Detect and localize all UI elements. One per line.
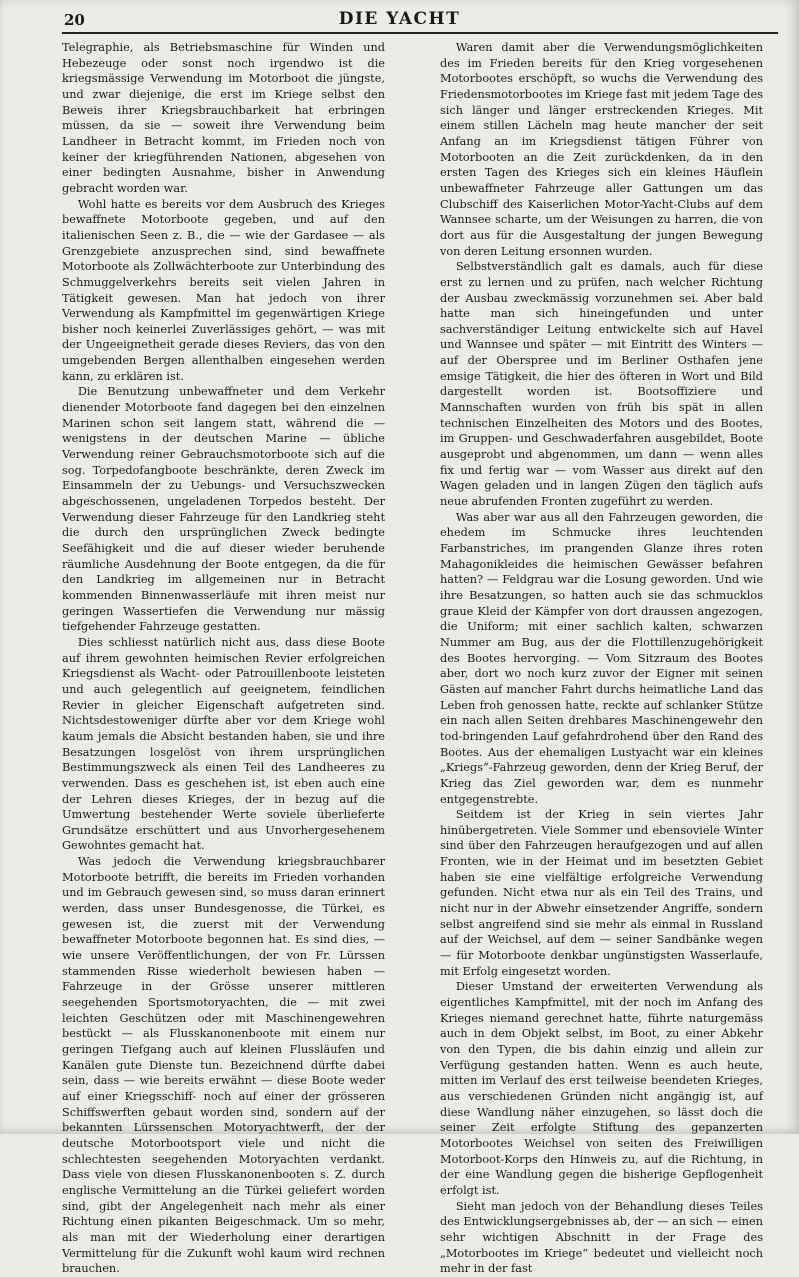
paragraph: Selbstverständlich galt es damals, auch für diese erst zu lernen und zu prüfen, nach welcher Richtung der Ausbau zweckmässig vorzunehmen sei. Aber bald hatte man sich hineingefunden und unter sachverständiger Leitung entwickelte sich auf Havel und Wannsee und später — mit Eintritt des Winters — auf der Oberspree und im Berliner Osthafen jene emsige Tätigkeit, die hier des öfteren in Wort und Bild dargestellt worden ist. Bootsoffiziere und Mannschaften wurden von früh bis spät in allen technischen Einzelheiten des Motors und des Bootes, im Gruppen- und Geschwaderfahren ausgebildet, Boote ausgeprobt und abgenommen, um dann — wenn alles fix und fertig war — vom Wasser aus direkt auf den Wagen geladen und in langen Zügen den täglich aufs neue abrufenden Fronten zugeführt zu werden. — [440, 260, 763, 509]
paragraph: Telegraphie, als Betriebsmaschine für Winden und Hebezeuge oder sonst noch irgendwo ist die kriegsmässige Verwendung im Motorboot die jüngste, und zwar diejenige, die erst im Kriege selbst den Beweis ihrer Kriegsbrauchbarkeit hat erbringen müssen, da sie — soweit ihre Verwendung beim Landheer in Betracht kommt, im Frieden noch von keiner der kriegführenden Nationen, abgesehen von einer bedingten Ausnahme, bisher in Anwendung gebracht worden war. — [62, 41, 385, 195]
paragraph: Dies schliesst natürlich nicht aus, dass diese Boote auf ihrem gewohnten heimischen Revier erfolgreichen Kriegsdienst als Wacht- oder Patrouillenboote leisteten und auch gelegentlich auf geeignetem, feindlichen Revier in gleicher Eigenschaft aufgetreten sind. Nichtsdestoweniger dürfte aber vor dem Kriege wohl kaum jemals die Absicht bestanden haben, sie und ihre Besatzungen losgelöst von ihrem ursprünglichen Bestimmungszweck als einen Teil des Landheeres zu verwenden. Dass es geschehen ist, ist eben auch eine der Lehren dieses Krieges, der in bezug auf die Umwertung bestehender Werte soviele überlieferte Grundsätze erschüttert und aus Unvorhergesehenem Gewohntes gemacht hat. — [62, 635, 385, 853]
page-header — [0, 0, 799, 40]
journal-title: DIE YACHT — [338, 9, 461, 29]
paragraph: Dieser Umstand der erweiterten Verwendung als eigentliches Kampfmittel, mit der noch im Anfang des Krieges niemand gerechnet hatte, führte naturgemäss auch in dem Objekt selbst, im Boot, zu einer Abkehr von den Typen, die bis dahin einzig und allein zur Verfügung gestanden hatten. Wenn es auch heute, mitten im Verlauf des erst teilweise beendeten Krieges, aus verschiedenen Gründen nicht angängig ist, auf diese Wandlung näher einzugehen, so lässt doch die seiner Zeit erfolgte Stiftung des gepanzerten Motorbootes Weichsel von seiten des Freiwilligen Motorboot-Korps den Hinweis zu, auf die Richtung, in der eine Wandlung gegen die bisherige Gepflogenheit erfolgt ist. — [440, 980, 763, 1197]
left-column — [62, 40, 385, 1276]
paragraph: Seitdem ist der Krieg in sein viertes Jahr hinübergetreten. Viele Sommer und ebensoviele Winter sind über den Fahrzeugen heraufgezogen und auf allen Fronten, wie in der Heimat und im besetzten Gebiet haben sie eine vielfältige erfolgreiche Verwendung gefunden. Nicht etwa nur als ein Teil des Trains, und nicht nur in der Abwehr einsetzender Angriffe, sondern selbst angreifend sind sie mehr als einmal in Russland auf der Weichsel, auf dem — seiner Sandbänke wegen — für Motorboote denkbar ungünstigsten Wasserlaufe, mit Erfolg eingesetzt worden. — [440, 808, 763, 978]
paragraph: Wohl hatte es bereits vor dem Ausbruch des Krieges bewaffnete Motorboote gegeben, und auf den italienischen Seen z. B., die — wie der Gardasee — als Grenzgebiete anzusprechen sind, sind bewaffnete Motorboote als Zollwächterboote zur Unterbindung des Schmuggelverkehrs bereits seit vielen Jahren in Tätigkeit gewesen. Man hat jedoch von ihrer Verwendung als Kampfmittel im gegenwärtigen Kriege bisher noch keinerlei Zuverlässiges gehört, — was mit der Ungeeignetheit gerade dieses Reviers, das von den umgebenden Bergen allenthalben eingesehen werden kann, zu erklären ist. — [62, 197, 385, 383]
paragraph: Die Benutzung unbewaffneter und dem Verkehr dienender Motorboote fand dagegen bei den einzelnen Marinen schon seit langem statt, während die — wenigstens in der deutschen Marine — übliche Verwendung reiner Gebrauchsmotorboote sich auf die sog. Torpedofangboote beschränkte, deren Zweck im Einsammeln der zu Uebungs- und Versuchszwecken abgeschossenen, ungeladenen Torpedos besteht. Der Verwendung dieser Fahrzeuge für den Landkrieg steht die durch den ursprünglichen Zweck bedingte Seefähigkeit und die auf dieser wieder beruhende räumliche Ausdehnung der Boote entgegen, da die für den Landkrieg im allgemeinen nur in Betracht kommenden Binnenwasserläufe mit ihren meist nur geringen Wassertiefen die Verwendung nur mässig tiefgehender Fahrzeuge gestatten. — [62, 385, 385, 634]
paragraph: Was aber war aus all den Fahrzeugen geworden, die ehedem im Schmucke ihres leuchtenden Farbanstriches, im prangenden Glanze ihres roten Mahagonikleides die heimischen Gewässer befahren hatten? — Feldgrau war die Losung geworden. Und wie ihre Besatzungen, so hatten auch sie das schmucklos graue Kleid der Kämpfer von dort draussen angezogen, die Uniform; mit einer sachlich kalten, schwarzen Nummer am Bug, aus der die Flottillenzugehörigkeit des Bootes hervorging. — Vom Sitzraum des Bootes aber, dort wo noch kurz zuvor der Eigner mit seinen Gästen auf mancher Fahrt durchs heimatliche Land das Leben froh genossen hatte, reckte auf schlanker Stütze ein nach allen Seiten drehbares Maschinengewehr den tod-bringenden Lauf gefahrdrohend über den Rand des Bootes. Aus der ehemaligen Lustyacht war ein kleines „Kriegs“-Fahrzeug geworden, denn der Krieg Beruf, der Krieg das Ziel geworden war, dem es nunmehr entgegenstrebte. — [440, 510, 763, 806]
page-number: 20 — [64, 11, 85, 29]
header-rule — [62, 32, 778, 34]
paragraph: Was jedoch die Verwendung kriegsbrauchbarer Motorboote betrifft, die bereits im Frieden vorhanden und im Gebrauch gewesen sind, so muss daran erinnert werden, dass unser Bundesgenosse, die Türkei, es gewesen ist, die zuerst mit der Verwendung bewaffneter Motorboote begonnen hat. Es sind dies, — wie unsere Veröffentlichungen, der von Fr. Lürssen stammenden Risse wiederholt bewiesen haben — Fahrzeuge in der Grösse unserer mittleren seegehenden Sportsmotoryachten, die — mit zwei leichten Geschützen oder mit Maschinengewehren bestückt — als Flusskanonenboote mit einem nur geringen Tiefgang auch auf kleinen Flussläufen und Kanälen gute Dienste tun. Bezeichnend dürfte dabei sein, dass — wie bereits erwähnt — diese Boote weder auf einer Kriegsschiff- noch auf einer der grösseren Schiffswerften gebaut worden sind, sondern auf der bekannten Lürssenschen Motoryachtwerft, der der deutsche Motorbootsport viele und nicht die schlechtesten seegehenden Motoryachten verdankt. Dass viele von diesen Flusskanonenbooten s. Z. durch englische Vermittelung an die Türkei geliefert worden sind, gibt der Angelegenheit nach mehr als einer Richtung einen pikanten Beigeschmack. Um so mehr, als man mit der Wiederholung einer derartigen Vermittelung für die Zukunft wohl kaum wird rechnen brauchen. — [62, 855, 385, 1276]
paragraph: Sieht man jedoch von der Behandlung dieses Teiles des Entwicklungsergebnisses ab, der — an sich — einen sehr wichtigen Abschnitt in der Frage des „Motorbootes im Kriege“ bedeutet und vielleicht noch mehr in der fast — [440, 1199, 763, 1276]
right-column — [440, 40, 763, 1276]
paragraph: Waren damit aber die Verwendungsmöglichkeiten des im Frieden bereits für den Krieg vorgesehenen Motorbootes erschöpft, so wuchs die Verwendung des Friedensmotorbootes im Kriege fast mit jedem Tage des sich länger und länger erstreckenden Krieges. Mit einem stillen Lächeln mag heute mancher der seit Anfang an im Kriegsdienst tätigen Führer von Motorbooten an die Zeit zurückdenken, da in den ersten Tagen des Krieges sich ein kleines Häuflein unbewaffneter Fahrzeuge aller Gattungen um das Clubschiff des Kaiserlichen Motor-Yacht-Clubs auf dem Wannsee scharte, um der Weisungen zu harren, die von dort aus für die Ausgestaltung der jungen Bewegung von deren Leitung ersonnen wurden. — [440, 41, 763, 258]
